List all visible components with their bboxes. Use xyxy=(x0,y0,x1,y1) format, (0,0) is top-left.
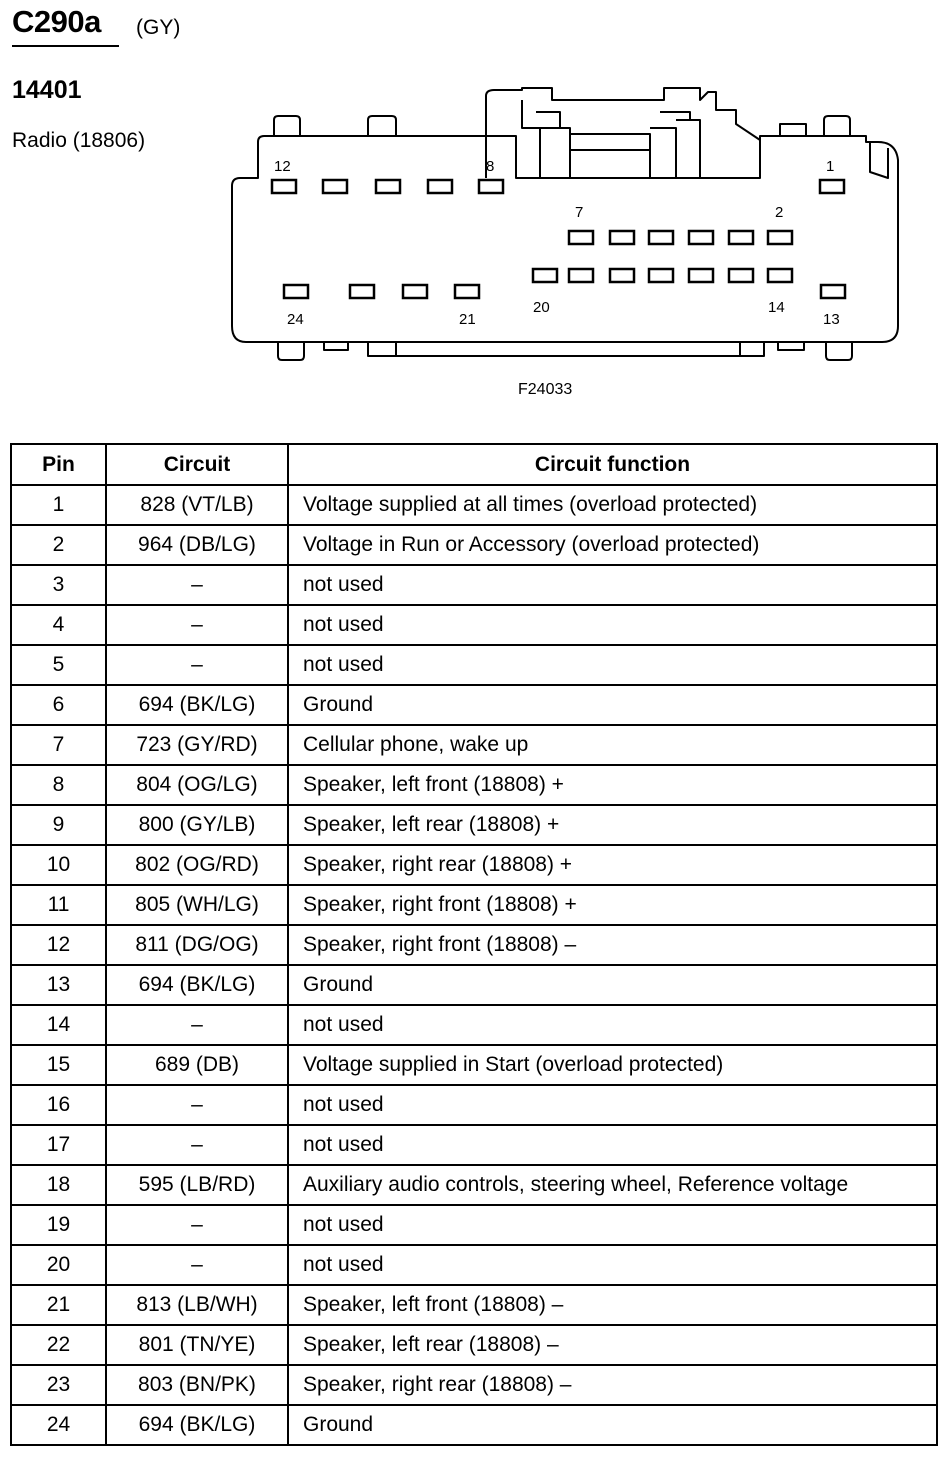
function-cell: not used xyxy=(288,1085,937,1125)
table-row xyxy=(11,1325,937,1365)
pin-cavity xyxy=(768,269,792,282)
table-row xyxy=(11,1365,937,1405)
pin-cavity xyxy=(649,231,673,244)
circuit-cell: 694 (BK/LG) xyxy=(106,1405,288,1445)
pin-cavity xyxy=(610,269,634,282)
circuit-cell: 811 (DG/OG) xyxy=(106,925,288,965)
circuit-cell: – xyxy=(106,1205,288,1245)
function-cell: not used xyxy=(288,1005,937,1045)
pin-label-1: 1 xyxy=(826,158,835,175)
pin-cell: 5 xyxy=(11,645,106,685)
pin-cell: 9 xyxy=(11,805,106,845)
function-cell: Speaker, left front (18808) + xyxy=(288,765,937,805)
circuit-cell: – xyxy=(106,1245,288,1285)
table-row xyxy=(11,1045,937,1085)
circuit-cell: – xyxy=(106,1085,288,1125)
pin-cavity xyxy=(820,180,844,193)
table-row xyxy=(11,965,937,1005)
function-cell: Speaker, right rear (18808) + xyxy=(288,845,937,885)
connector-diagram xyxy=(0,0,949,440)
function-cell: not used xyxy=(288,645,937,685)
pin-cell: 7 xyxy=(11,725,106,765)
pin-cavity xyxy=(689,269,713,282)
component-name: Radio (18806) xyxy=(12,129,146,152)
header-circuit: Circuit xyxy=(106,444,288,485)
circuit-cell: 723 (GY/RD) xyxy=(106,725,288,765)
circuit-cell: 964 (DB/LG) xyxy=(106,525,288,565)
circuit-cell: 694 (BK/LG) xyxy=(106,685,288,725)
pin-label-13: 13 xyxy=(823,311,840,328)
pin-cell: 21 xyxy=(11,1285,106,1325)
header-circuit-function: Circuit function xyxy=(288,444,937,485)
circuit-cell: 813 (LB/WH) xyxy=(106,1285,288,1325)
circuit-cell: – xyxy=(106,605,288,645)
circuit-cell: 800 (GY/LB) xyxy=(106,805,288,845)
pin-cell: 4 xyxy=(11,605,106,645)
table-row xyxy=(11,725,937,765)
pin-label-14: 14 xyxy=(768,299,785,316)
connector-id: C290a xyxy=(12,4,101,39)
pin-cell: 2 xyxy=(11,525,106,565)
function-cell: not used xyxy=(288,1205,937,1245)
function-cell: not used xyxy=(288,605,937,645)
pin-cell: 10 xyxy=(11,845,106,885)
pin-cell: 19 xyxy=(11,1205,106,1245)
function-cell: Auxiliary audio controls, steering wheel, Reference voltage xyxy=(288,1165,937,1205)
table-row xyxy=(11,1085,937,1125)
table-row xyxy=(11,1405,937,1445)
pin-cavity xyxy=(403,285,427,298)
circuit-cell: 802 (OG/RD) xyxy=(106,845,288,885)
function-cell: Voltage in Run or Accessory (overload protected) xyxy=(288,525,937,565)
pin-cavity xyxy=(649,269,673,282)
part-number: 14401 xyxy=(12,76,82,104)
function-cell: Speaker, right front (18808) – xyxy=(288,925,937,965)
pin-cavity xyxy=(284,285,308,298)
pinout-table xyxy=(10,443,938,1446)
pin-label-12: 12 xyxy=(274,158,291,175)
function-cell: Voltage supplied at all times (overload protected) xyxy=(288,485,937,525)
pin-cell: 3 xyxy=(11,565,106,605)
pin-cell: 8 xyxy=(11,765,106,805)
table-row xyxy=(11,1285,937,1325)
function-cell: Speaker, right front (18808) + xyxy=(288,885,937,925)
pin-cavities xyxy=(272,180,845,298)
function-cell: Speaker, left rear (18808) + xyxy=(288,805,937,845)
circuit-cell: – xyxy=(106,565,288,605)
pin-cell: 6 xyxy=(11,685,106,725)
table-row xyxy=(11,1245,937,1285)
circuit-cell: 803 (BN/PK) xyxy=(106,1365,288,1405)
pin-cavity xyxy=(689,231,713,244)
circuit-cell: 595 (LB/RD) xyxy=(106,1165,288,1205)
pin-label-20: 20 xyxy=(533,299,550,316)
circuit-cell: – xyxy=(106,645,288,685)
pin-cavity xyxy=(376,180,400,193)
function-cell: Cellular phone, wake up xyxy=(288,725,937,765)
circuit-cell: 828 (VT/LB) xyxy=(106,485,288,525)
pin-cavity xyxy=(729,231,753,244)
table-row xyxy=(11,1165,937,1205)
pin-label-21: 21 xyxy=(459,311,476,328)
circuit-cell: 804 (OG/LG) xyxy=(106,765,288,805)
pin-cavity xyxy=(533,269,557,282)
pin-cavity xyxy=(569,269,593,282)
pinout-table-body xyxy=(11,485,937,1445)
pin-cell: 23 xyxy=(11,1365,106,1405)
pin-cavity xyxy=(479,180,503,193)
header-pin: Pin xyxy=(11,444,106,485)
pin-cavity xyxy=(272,180,296,193)
pin-cavity xyxy=(610,231,634,244)
table-row xyxy=(11,605,937,645)
pin-cavity xyxy=(569,231,593,244)
pin-cavity xyxy=(821,285,845,298)
table-header-row xyxy=(11,444,937,485)
table-row xyxy=(11,685,937,725)
circuit-cell: – xyxy=(106,1005,288,1045)
table-row xyxy=(11,645,937,685)
table-row xyxy=(11,805,937,845)
pin-cell: 15 xyxy=(11,1045,106,1085)
function-cell: Ground xyxy=(288,685,937,725)
pin-cavity xyxy=(455,285,479,298)
pin-cell: 18 xyxy=(11,1165,106,1205)
pin-cell: 22 xyxy=(11,1325,106,1365)
pin-cavity xyxy=(729,269,753,282)
pin-cell: 16 xyxy=(11,1085,106,1125)
circuit-cell: 694 (BK/LG) xyxy=(106,965,288,1005)
table-row xyxy=(11,885,937,925)
function-cell: Speaker, left front (18808) – xyxy=(288,1285,937,1325)
pin-cell: 11 xyxy=(11,885,106,925)
table-row xyxy=(11,925,937,965)
circuit-cell: 689 (DB) xyxy=(106,1045,288,1085)
table-row xyxy=(11,765,937,805)
connector-housing xyxy=(232,136,898,342)
pin-label-24: 24 xyxy=(287,311,304,328)
pin-cell: 13 xyxy=(11,965,106,1005)
function-cell: Speaker, left rear (18808) – xyxy=(288,1325,937,1365)
function-cell: not used xyxy=(288,1125,937,1165)
function-cell: not used xyxy=(288,565,937,605)
pin-cell: 20 xyxy=(11,1245,106,1285)
pin-cavity xyxy=(768,231,792,244)
connector-color: (GY) xyxy=(136,16,181,39)
table-row xyxy=(11,1205,937,1245)
pin-cell: 17 xyxy=(11,1125,106,1165)
table-row xyxy=(11,525,937,565)
pin-cell: 1 xyxy=(11,485,106,525)
table-row xyxy=(11,1125,937,1165)
pin-cell: 14 xyxy=(11,1005,106,1045)
table-row xyxy=(11,1005,937,1045)
pin-label-2: 2 xyxy=(775,204,784,221)
pin-cavity xyxy=(323,180,347,193)
pin-cell: 24 xyxy=(11,1405,106,1445)
pin-label-8: 8 xyxy=(486,158,495,175)
function-cell: Voltage supplied in Start (overload protected) xyxy=(288,1045,937,1085)
pin-cavity xyxy=(428,180,452,193)
pin-label-7: 7 xyxy=(575,204,584,221)
pin-cavity xyxy=(350,285,374,298)
function-cell: not used xyxy=(288,1245,937,1285)
figure-number: F24033 xyxy=(518,381,573,398)
function-cell: Speaker, right rear (18808) – xyxy=(288,1365,937,1405)
table-row xyxy=(11,565,937,605)
pin-cell: 12 xyxy=(11,925,106,965)
circuit-cell: 805 (WH/LG) xyxy=(106,885,288,925)
circuit-cell: 801 (TN/YE) xyxy=(106,1325,288,1365)
function-cell: Ground xyxy=(288,1405,937,1445)
table-row xyxy=(11,845,937,885)
circuit-cell: – xyxy=(106,1125,288,1165)
table-row xyxy=(11,485,937,525)
function-cell: Ground xyxy=(288,965,937,1005)
